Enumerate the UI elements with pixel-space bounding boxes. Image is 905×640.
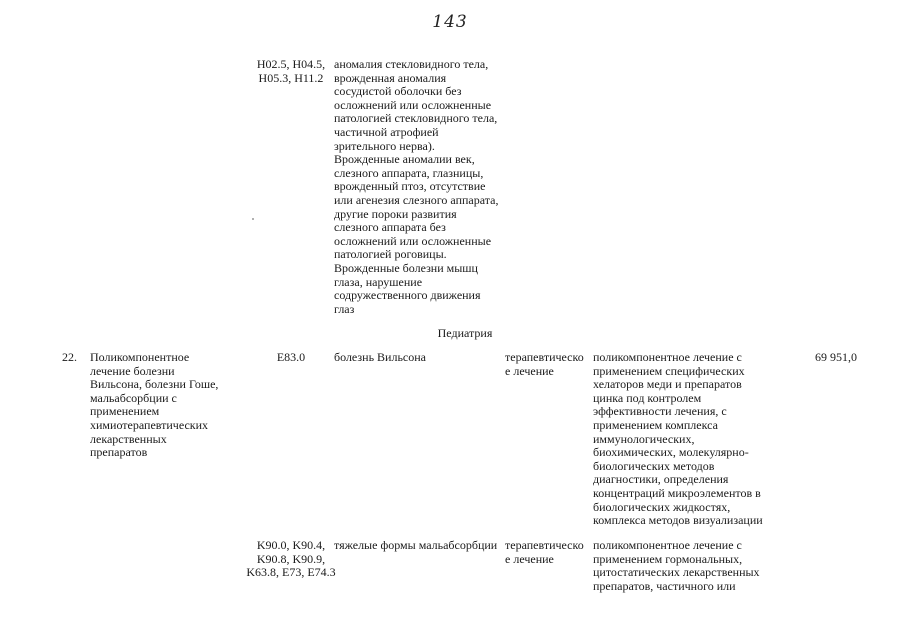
entry-number: 22. [62,350,77,364]
condition-description-continued: аномалия стекловидного тела, врожденная аномалия сосудистой оболочки без осложнений или осложненные патологией стекловидного тела, частичной атрофией зрительного нерва). Врожденные аномалии век, слезного аппарата, глазницы, врожденный птоз, отсутствие или агенезия слезного аппарата, другие пороки развития слезного аппарата без осложнений или осложненные патологией роговицы. Врожденные болезни мышц глаза, нарушение содружественного движения глаз [334,57,499,316]
page-number: 143 [432,12,468,32]
section-title: Педиатрия [437,326,493,340]
treatment-method: поликомпонентное лечение с применением гормональных, цитостатических лекарственных препаратов, частичного или [593,538,760,593]
condition: тяжелые формы мальабсорбции [334,538,498,552]
diagnosis-codes: K90.0, K90.4, K90.8, K90.9, K63.8, E73, E74.3 [246,538,336,580]
diagnosis-codes-continued: H02.5, H04.5, H05.3, H11.2 [256,57,326,85]
treatment-name: Поликомпонентное лечение болезни Вильсона, болезни Гоше, мальабсорбции с применением химиотерапевтических лекарственных препаратов [90,350,219,460]
treatment-method: поликомпонентное лечение с применением специфических хелаторов меди и препаратов цинка под контролем эффективности лечения, с применением комплекса иммунологических, биохимических, молекулярно- биологических методов диагностики, определения концентраций микроэлементов в биологических жидкостях, комплекса методов визуализации [593,350,763,528]
price: 69 951,0 [815,350,857,364]
diagnosis-codes: E83.0 [276,350,306,364]
scan-artifact [252,218,254,220]
condition: болезнь Вильсона [334,350,427,364]
treatment-type: терапевтическо е лечение [505,350,584,378]
treatment-type: терапевтическо е лечение [505,538,584,566]
